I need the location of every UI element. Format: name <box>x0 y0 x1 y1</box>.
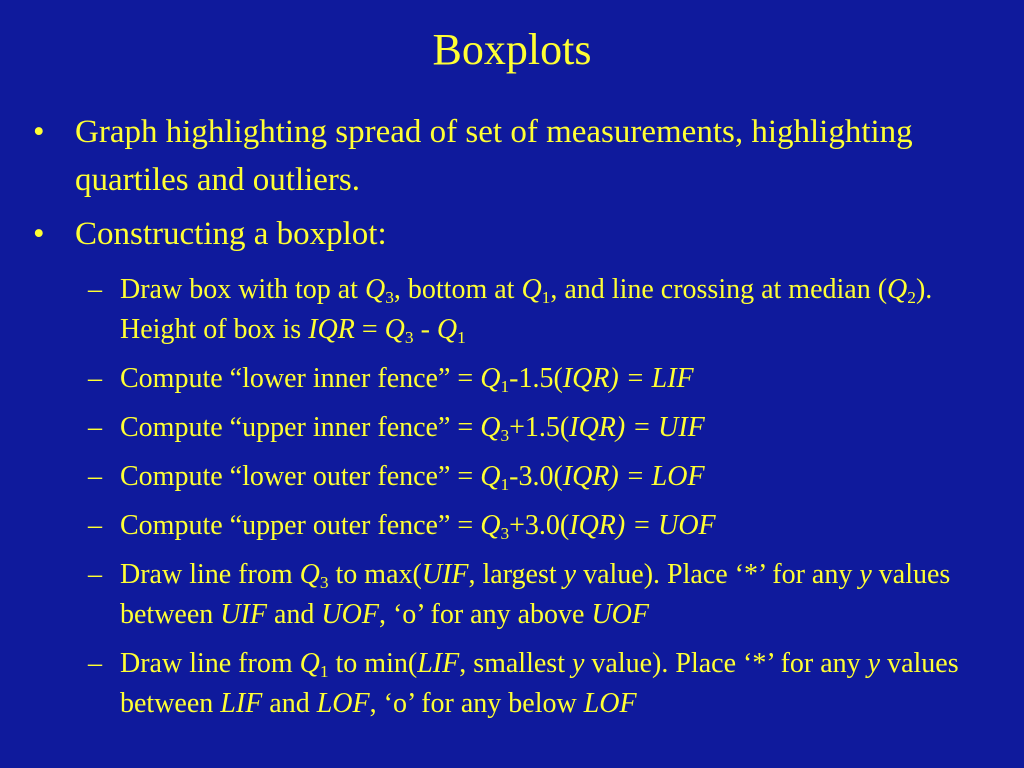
sub-bullet-list <box>0 270 1024 733</box>
bullet-item-2 <box>0 210 1024 258</box>
dash-marker: – <box>88 461 102 492</box>
sub-item-upper-outer-fence: – Compute “upper outer fence” = $Q_3+3.0(IQR)$ = UOF <box>0 506 1024 546</box>
sub-item-upper-whisker: – Draw line from $Q_3$ to max(UIF, largest y value). Place ‘*’ for any y values between UIF and UOF, ‘o’ for any above UOF <box>0 555 1024 635</box>
dash-marker: – <box>88 274 102 305</box>
bullet-text: Graph highlighting spread of set of measurements, highlighting quartiles and outliers. <box>75 114 913 198</box>
bullet-list <box>0 108 1024 264</box>
sub-item-lower-outer-fence: – Compute “lower outer fence” = $Q_1-3.0(IQR)$ = LOF <box>0 457 1024 497</box>
dash-marker: – <box>88 510 102 541</box>
dash-marker: – <box>88 363 102 394</box>
bullet-marker: • <box>33 216 45 252</box>
bullet-item-1 <box>0 108 1024 204</box>
dash-marker: – <box>88 412 102 443</box>
sub-item-draw-box: – Draw box with top at $Q_3$, bottom at $Q_1$, and line crossing at median $(Q_2)$. Height of box is IQR = $Q_3 - Q_1$ <box>0 270 1024 350</box>
dash-marker: – <box>88 559 102 590</box>
sub-item-upper-inner-fence: – Compute “upper inner fence” = $Q_3+1.5(IQR)$ = UIF <box>0 408 1024 448</box>
bullet-text: Constructing a boxplot: <box>75 216 387 252</box>
dash-marker: – <box>88 648 102 679</box>
bullet-marker: • <box>33 114 45 150</box>
sub-item-lower-inner-fence: – Compute “lower inner fence” = $Q_1-1.5(IQR)$ = LIF <box>0 359 1024 399</box>
slide-title: Boxplots <box>432 25 592 74</box>
sub-item-lower-whisker: – Draw line from $Q_1$ to min(LIF, smallest y value). Place ‘*’ for any y values between LIF and LOF, ‘o’ for any below LOF <box>0 644 1024 724</box>
